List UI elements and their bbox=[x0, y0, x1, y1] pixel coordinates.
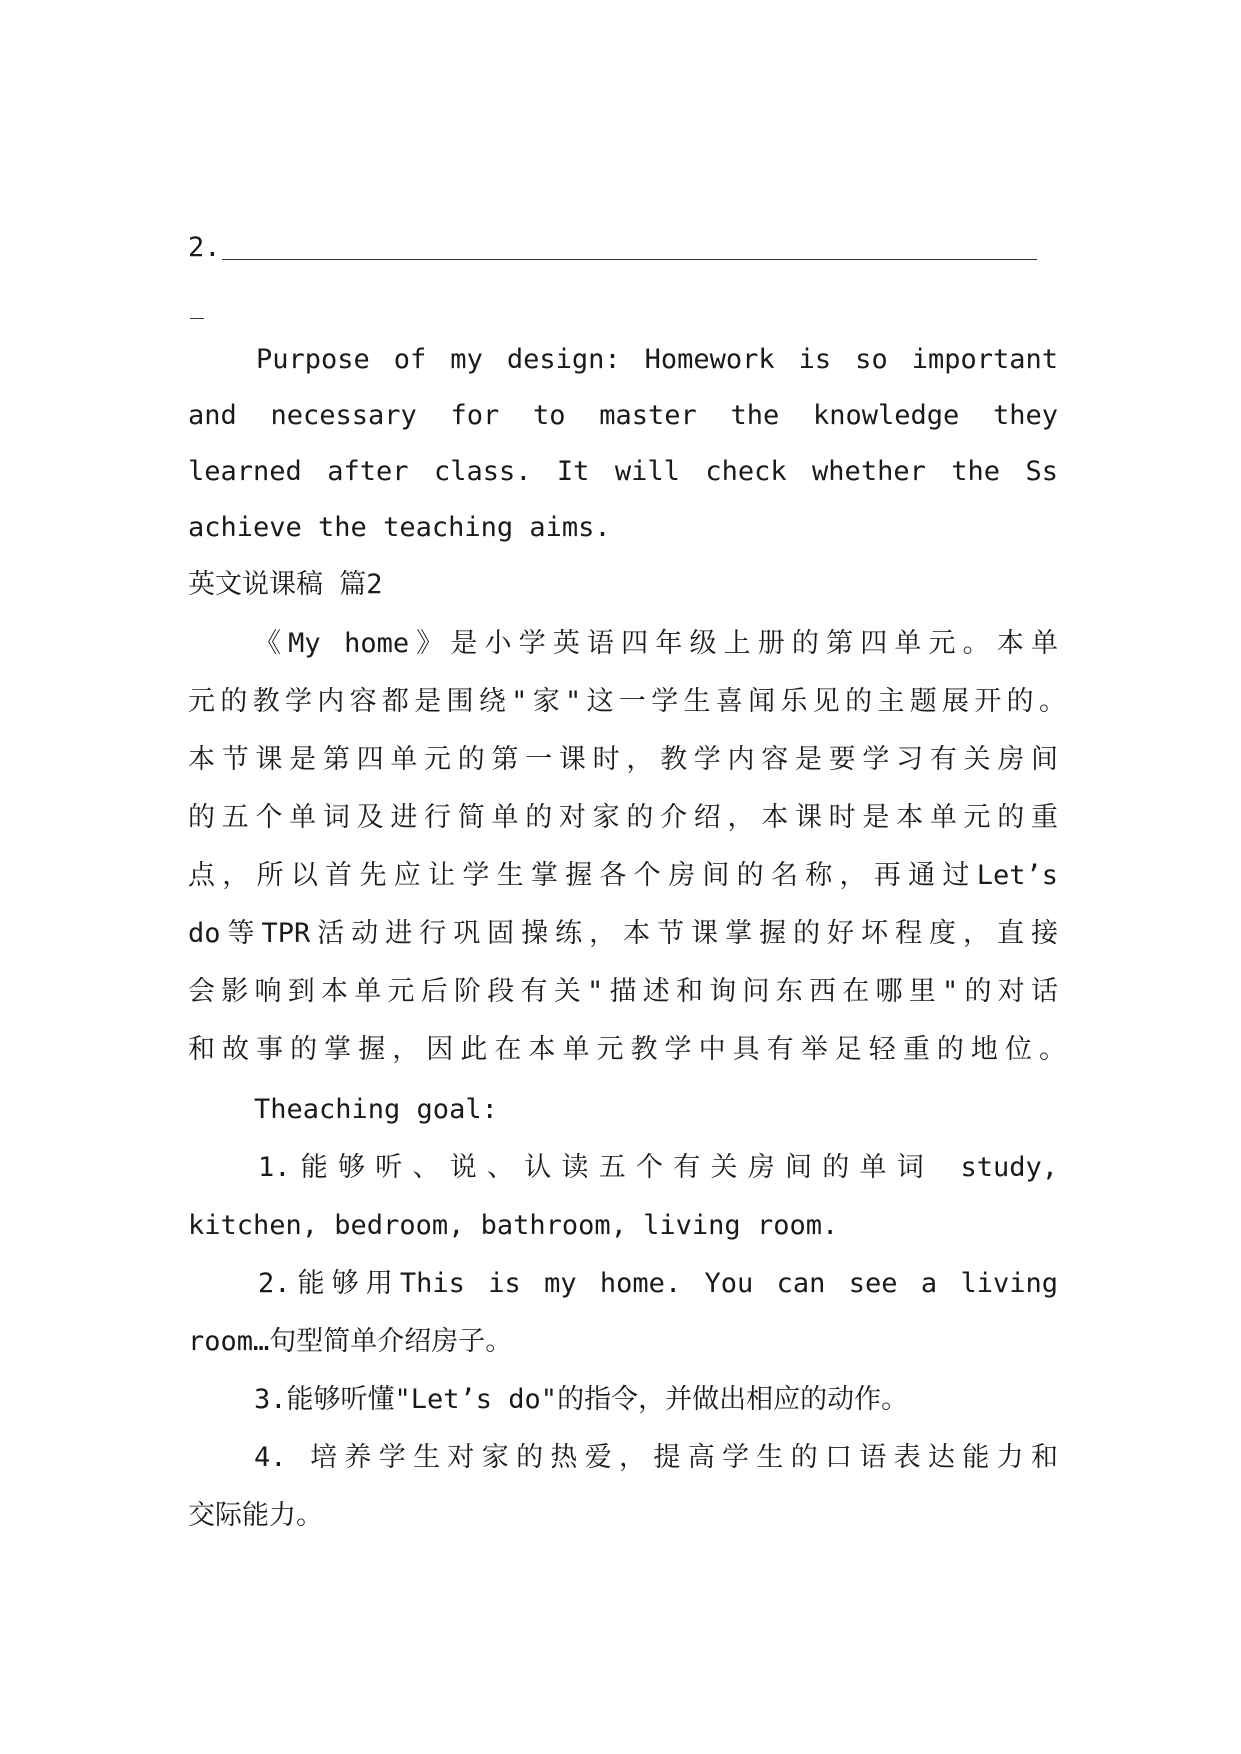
purpose-line-2: and necessary for to master the knowledge they bbox=[188, 400, 1058, 431]
intro-line-3: 本节课是第四单元的第一课时，教学内容是要学习有关房间 bbox=[188, 744, 1058, 775]
purpose-line-4: achieve the teaching aims. bbox=[188, 512, 611, 543]
goal-line-2: kitchen, bedroom, bathroom, living room. bbox=[188, 1210, 839, 1241]
purpose-line-1: Purpose of my design: Homework is so important bbox=[256, 344, 1058, 375]
goal-line-1: 1.能够听、说、认读五个有关房间的单词 study, bbox=[258, 1152, 1058, 1183]
intro-line-6: do等TPR活动进行巩固操练，本节课掌握的好坏程度，直接 bbox=[188, 918, 1058, 949]
goal-line-4: room…句型简单介绍房子。 bbox=[188, 1326, 513, 1357]
intro-line-1: 《My home》是小学英语四年级上册的第四单元。本单 bbox=[254, 628, 1058, 659]
intro-line-7: 会影响到本单元后阶段有关"描述和询问东西在哪里"的对话 bbox=[188, 976, 1058, 1007]
blank-number: 2. bbox=[188, 232, 221, 263]
goal-line-5: 3.能够听懂"Let’s do"的指令，并做出相应的动作。 bbox=[254, 1384, 909, 1415]
answer-blank-line-continuation bbox=[190, 318, 204, 319]
intro-line-5: 点，所以首先应让学生掌握各个房间的名称，再通过Let’s bbox=[188, 860, 1058, 891]
intro-line-2: 元的教学内容都是围绕"家"这一学生喜闻乐见的主题展开的。 bbox=[188, 686, 1066, 717]
goal-title: Theaching goal: bbox=[254, 1094, 498, 1125]
intro-line-4: 的五个单词及进行简单的对家的介绍，本课时是本单元的重 bbox=[188, 802, 1058, 833]
intro-line-8: 和故事的掌握，因此在本单元教学中具有举足轻重的地位。 bbox=[188, 1034, 1066, 1065]
goal-line-6: 4. 培养学生对家的热爱，提高学生的口语表达能力和 bbox=[254, 1442, 1058, 1473]
goal-line-7: 交际能力。 bbox=[188, 1500, 323, 1531]
goal-line-3: 2.能够用This is my home. You can see a living bbox=[258, 1268, 1058, 1299]
purpose-line-3: learned after class. It will check whether the Ss bbox=[188, 456, 1058, 487]
section-heading: 英文说课稿 篇2 bbox=[188, 569, 383, 600]
answer-blank-line bbox=[222, 259, 1037, 260]
